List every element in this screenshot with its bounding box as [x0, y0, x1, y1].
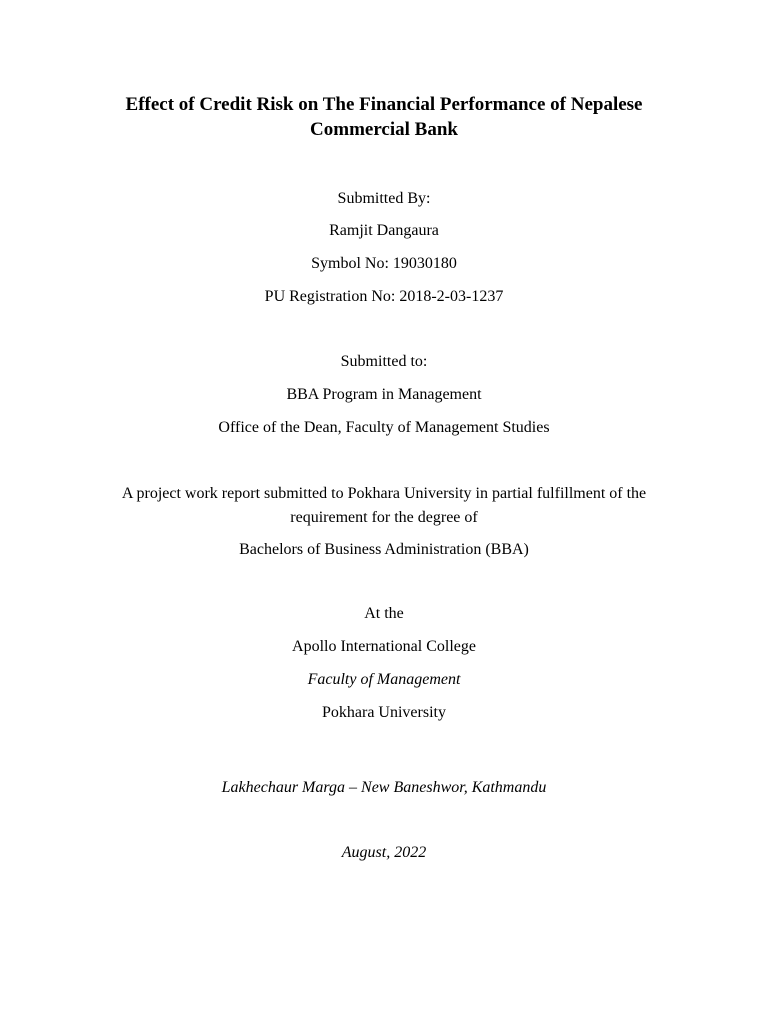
college-name: Apollo International College [292, 638, 476, 655]
report-title-line-2: Commercial Bank [310, 119, 458, 140]
report-title-line-1: Effect of Credit Risk on The Financial Performance of Nepalese [125, 94, 643, 115]
submitted-to-label: Submitted to: [340, 353, 428, 370]
dean-office: Office of the Dean, Faculty of Management Studies [218, 419, 550, 436]
faculty-name: Faculty of Management [307, 671, 461, 688]
at-the-label: At the [364, 605, 404, 622]
purpose-line-2: requirement for the degree of [290, 509, 478, 526]
purpose-line-1: A project work report submitted to Pokhara University in partial fulfillment of the [121, 485, 647, 502]
university-name: Pokhara University [322, 704, 446, 721]
submitted-by-label: Submitted By: [337, 190, 431, 207]
symbol-number: Symbol No: 19030180 [311, 255, 457, 272]
submission-date: August, 2022 [341, 844, 427, 861]
degree-name: Bachelors of Business Administration (BBA) [239, 541, 529, 558]
author-name: Ramjit Dangaura [329, 222, 439, 239]
address: Lakhechaur Marga – New Baneshwor, Kathmandu [221, 779, 547, 796]
registration-number: PU Registration No: 2018-2-03-1237 [264, 288, 504, 305]
program-name: BBA Program in Management [286, 386, 482, 403]
